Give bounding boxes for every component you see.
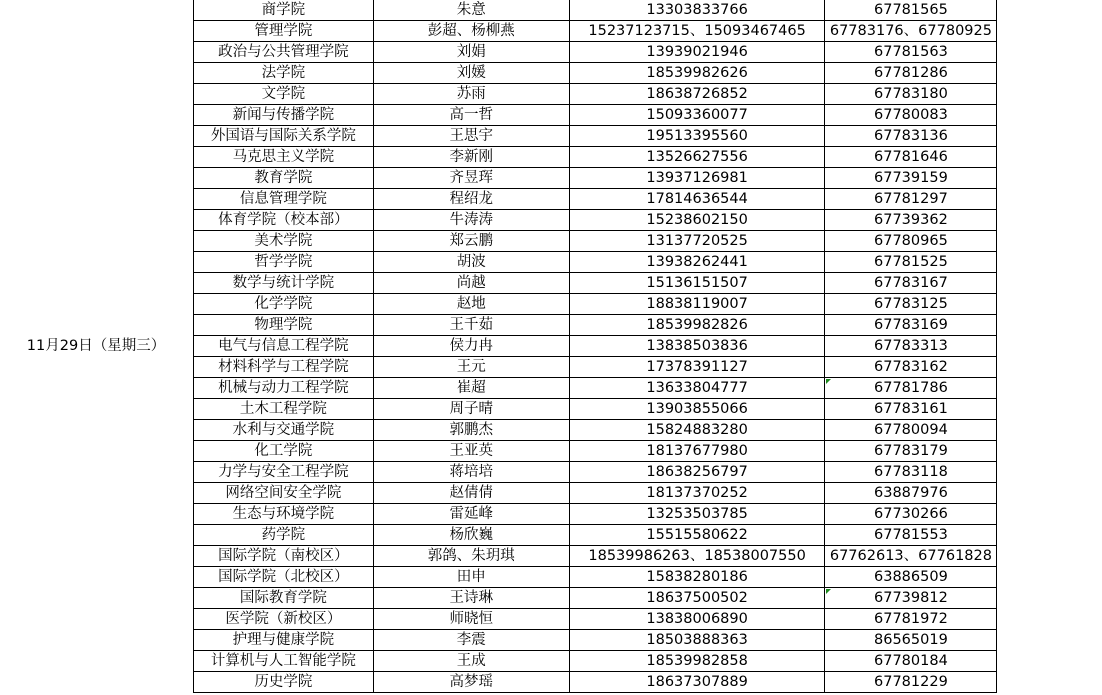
college-cell[interactable]: 水利与交通学院 bbox=[194, 420, 374, 441]
college-cell[interactable]: 化学学院 bbox=[194, 294, 374, 315]
contact-name-cell[interactable]: 程绍龙 bbox=[373, 189, 569, 210]
empty-cell[interactable] bbox=[997, 210, 1101, 231]
cell-note-marker bbox=[826, 589, 831, 594]
mobile-cell[interactable]: 13303833766 bbox=[569, 0, 825, 21]
office-phone-cell[interactable]: 67781565 bbox=[825, 0, 997, 21]
college-cell[interactable]: 物理学院 bbox=[194, 315, 374, 336]
contact-name-cell[interactable]: 侯力冉 bbox=[373, 336, 569, 357]
college-cell[interactable]: 网络空间安全学院 bbox=[194, 483, 374, 504]
mobile-cell[interactable]: 17378391127 bbox=[569, 357, 825, 378]
empty-cell[interactable] bbox=[997, 378, 1101, 399]
contact-name-cell[interactable]: 胡波 bbox=[373, 252, 569, 273]
contact-name-cell[interactable]: 师晓恒 bbox=[373, 609, 569, 630]
mobile-cell[interactable]: 13938262441 bbox=[569, 252, 825, 273]
empty-cell[interactable] bbox=[997, 336, 1101, 357]
college-cell[interactable]: 信息管理学院 bbox=[194, 189, 374, 210]
college-cell[interactable]: 体育学院（校本部） bbox=[194, 210, 374, 231]
mobile-cell[interactable]: 18539982826 bbox=[569, 315, 825, 336]
empty-cell[interactable] bbox=[997, 189, 1101, 210]
mobile-cell[interactable]: 17814636544 bbox=[569, 189, 825, 210]
empty-cell[interactable] bbox=[997, 0, 1101, 21]
college-cell[interactable]: 管理学院 bbox=[194, 21, 374, 42]
empty-cell[interactable] bbox=[997, 231, 1101, 252]
empty-cell[interactable] bbox=[997, 525, 1101, 546]
college-cell[interactable]: 护理与健康学院 bbox=[194, 630, 374, 651]
college-cell[interactable]: 美术学院 bbox=[194, 231, 374, 252]
college-cell[interactable]: 化工学院 bbox=[194, 441, 374, 462]
college-cell[interactable]: 商学院 bbox=[194, 0, 374, 21]
college-cell[interactable]: 机械与动力工程学院 bbox=[194, 378, 374, 399]
office-phone-cell[interactable]: 67783161 bbox=[825, 399, 997, 420]
contact-name-cell[interactable]: 彭超、杨柳燕 bbox=[373, 21, 569, 42]
office-phone-cell[interactable]: 67783118 bbox=[825, 462, 997, 483]
contact-name-cell[interactable]: 苏雨 bbox=[373, 84, 569, 105]
empty-cell[interactable] bbox=[997, 357, 1101, 378]
college-cell[interactable]: 哲学学院 bbox=[194, 252, 374, 273]
contact-name-cell[interactable]: 刘娟 bbox=[373, 42, 569, 63]
mobile-cell[interactable]: 18638256797 bbox=[569, 462, 825, 483]
date-cell[interactable]: 11月29日（星期三） bbox=[0, 0, 194, 693]
office-phone-cell[interactable]: 67780083 bbox=[825, 105, 997, 126]
empty-cell[interactable] bbox=[997, 315, 1101, 336]
office-phone-cell[interactable]: 67783125 bbox=[825, 294, 997, 315]
office-phone-cell[interactable]: 67781563 bbox=[825, 42, 997, 63]
office-phone-cell[interactable]: 63886509 bbox=[825, 567, 997, 588]
contact-name-cell[interactable]: 田申 bbox=[373, 567, 569, 588]
empty-cell[interactable] bbox=[997, 273, 1101, 294]
office-phone-cell[interactable]: 67739159 bbox=[825, 168, 997, 189]
mobile-cell[interactable]: 13838503836 bbox=[569, 336, 825, 357]
contact-name-cell[interactable]: 李新刚 bbox=[373, 147, 569, 168]
empty-cell[interactable] bbox=[997, 651, 1101, 672]
college-cell[interactable]: 力学与安全工程学院 bbox=[194, 462, 374, 483]
empty-cell[interactable] bbox=[997, 630, 1101, 651]
college-cell[interactable]: 政治与公共管理学院 bbox=[194, 42, 374, 63]
office-phone-cell[interactable]: 67781229 bbox=[825, 672, 997, 693]
cell-note-marker bbox=[826, 379, 831, 384]
empty-cell[interactable] bbox=[997, 588, 1101, 609]
college-cell[interactable]: 国际学院（北校区） bbox=[194, 567, 374, 588]
mobile-cell[interactable]: 15838280186 bbox=[569, 567, 825, 588]
empty-cell[interactable] bbox=[997, 504, 1101, 525]
college-cell[interactable]: 历史学院 bbox=[194, 672, 374, 693]
office-phone-cell[interactable]: 67781553 bbox=[825, 525, 997, 546]
empty-cell[interactable] bbox=[997, 483, 1101, 504]
contact-name-cell[interactable]: 李震 bbox=[373, 630, 569, 651]
contact-name-cell[interactable]: 朱意 bbox=[373, 0, 569, 21]
empty-cell[interactable] bbox=[997, 147, 1101, 168]
office-phone-cell[interactable]: 67783136 bbox=[825, 126, 997, 147]
mobile-cell[interactable]: 15824883280 bbox=[569, 420, 825, 441]
empty-cell[interactable] bbox=[997, 441, 1101, 462]
office-phone-cell[interactable]: 67730266 bbox=[825, 504, 997, 525]
mobile-cell[interactable]: 18539982858 bbox=[569, 651, 825, 672]
mobile-cell[interactable]: 18637307889 bbox=[569, 672, 825, 693]
empty-cell[interactable] bbox=[997, 420, 1101, 441]
college-cell[interactable]: 教育学院 bbox=[194, 168, 374, 189]
office-phone-cell[interactable]: 67783179 bbox=[825, 441, 997, 462]
contact-name-cell[interactable]: 高一哲 bbox=[373, 105, 569, 126]
college-cell[interactable]: 材料科学与工程学院 bbox=[194, 357, 374, 378]
mobile-cell[interactable]: 13137720525 bbox=[569, 231, 825, 252]
office-phone-cell[interactable]: 67780184 bbox=[825, 651, 997, 672]
empty-cell[interactable] bbox=[997, 399, 1101, 420]
office-phone-cell[interactable]: 67780094 bbox=[825, 420, 997, 441]
mobile-cell[interactable]: 18137370252 bbox=[569, 483, 825, 504]
empty-cell[interactable] bbox=[997, 672, 1101, 693]
college-cell[interactable]: 法学院 bbox=[194, 63, 374, 84]
mobile-cell[interactable]: 18638726852 bbox=[569, 84, 825, 105]
office-phone-cell[interactable]: 67781786 bbox=[825, 378, 997, 399]
contact-name-cell[interactable]: 王成 bbox=[373, 651, 569, 672]
empty-cell[interactable] bbox=[997, 126, 1101, 147]
mobile-cell[interactable]: 19513395560 bbox=[569, 126, 825, 147]
mobile-cell[interactable]: 15515580622 bbox=[569, 525, 825, 546]
empty-cell[interactable] bbox=[997, 609, 1101, 630]
contact-name-cell[interactable]: 王思宇 bbox=[373, 126, 569, 147]
mobile-cell[interactable]: 15093360077 bbox=[569, 105, 825, 126]
office-phone-cell[interactable]: 67783167 bbox=[825, 273, 997, 294]
mobile-cell[interactable]: 13937126981 bbox=[569, 168, 825, 189]
contact-name-cell[interactable]: 王元 bbox=[373, 357, 569, 378]
contact-name-cell[interactable]: 蒋培培 bbox=[373, 462, 569, 483]
mobile-cell[interactable]: 15136151507 bbox=[569, 273, 825, 294]
mobile-cell[interactable]: 18539982626 bbox=[569, 63, 825, 84]
mobile-cell[interactable]: 13526627556 bbox=[569, 147, 825, 168]
empty-cell[interactable] bbox=[997, 21, 1101, 42]
office-phone-cell[interactable]: 67783162 bbox=[825, 357, 997, 378]
college-cell[interactable]: 新闻与传播学院 bbox=[194, 105, 374, 126]
mobile-cell[interactable]: 13939021946 bbox=[569, 42, 825, 63]
empty-cell[interactable] bbox=[997, 294, 1101, 315]
mobile-cell[interactable]: 18539986263、18538007550 bbox=[569, 546, 825, 567]
contact-name-cell[interactable]: 郑云鹏 bbox=[373, 231, 569, 252]
office-phone-cell[interactable]: 67783313 bbox=[825, 336, 997, 357]
office-phone-cell[interactable]: 67783176、67780925 bbox=[825, 21, 997, 42]
table-row bbox=[0, 0, 1101, 21]
contact-name-cell[interactable]: 王亚英 bbox=[373, 441, 569, 462]
contact-name-cell[interactable]: 郭鹏杰 bbox=[373, 420, 569, 441]
office-phone-cell[interactable]: 67739362 bbox=[825, 210, 997, 231]
empty-cell[interactable] bbox=[997, 546, 1101, 567]
office-phone-cell[interactable]: 67781297 bbox=[825, 189, 997, 210]
college-cell[interactable]: 土木工程学院 bbox=[194, 399, 374, 420]
office-phone-cell[interactable]: 67783169 bbox=[825, 315, 997, 336]
contact-name-cell[interactable]: 刘媛 bbox=[373, 63, 569, 84]
empty-cell[interactable] bbox=[997, 84, 1101, 105]
office-phone-cell[interactable]: 67783180 bbox=[825, 84, 997, 105]
college-cell[interactable]: 医学院（新校区） bbox=[194, 609, 374, 630]
contact-name-cell[interactable]: 赵倩倩 bbox=[373, 483, 569, 504]
college-cell[interactable]: 电气与信息工程学院 bbox=[194, 336, 374, 357]
office-phone-cell[interactable]: 86565019 bbox=[825, 630, 997, 651]
contact-name-cell[interactable]: 周子晴 bbox=[373, 399, 569, 420]
mobile-cell[interactable]: 18503888363 bbox=[569, 630, 825, 651]
contact-name-cell[interactable]: 尚越 bbox=[373, 273, 569, 294]
mobile-cell[interactable]: 15238602150 bbox=[569, 210, 825, 231]
office-phone-cell[interactable]: 67781525 bbox=[825, 252, 997, 273]
contact-name-cell[interactable]: 王千茹 bbox=[373, 315, 569, 336]
mobile-cell[interactable]: 13253503785 bbox=[569, 504, 825, 525]
office-phone-cell[interactable]: 67781972 bbox=[825, 609, 997, 630]
empty-cell[interactable] bbox=[997, 567, 1101, 588]
contact-name-cell[interactable]: 高梦瑶 bbox=[373, 672, 569, 693]
college-cell[interactable]: 国际学院（南校区） bbox=[194, 546, 374, 567]
empty-cell[interactable] bbox=[997, 462, 1101, 483]
mobile-cell[interactable]: 15237123715、15093467465 bbox=[569, 21, 825, 42]
college-cell[interactable]: 文学院 bbox=[194, 84, 374, 105]
college-cell[interactable]: 生态与环境学院 bbox=[194, 504, 374, 525]
college-cell[interactable]: 药学院 bbox=[194, 525, 374, 546]
contact-name-cell[interactable]: 崔超 bbox=[373, 378, 569, 399]
contact-name-cell[interactable]: 雷延峰 bbox=[373, 504, 569, 525]
mobile-cell[interactable]: 18137677980 bbox=[569, 441, 825, 462]
office-phone-cell[interactable]: 67781286 bbox=[825, 63, 997, 84]
office-phone-cell[interactable]: 63887976 bbox=[825, 483, 997, 504]
college-cell[interactable]: 马克思主义学院 bbox=[194, 147, 374, 168]
mobile-cell[interactable]: 13633804777 bbox=[569, 378, 825, 399]
college-cell[interactable]: 国际教育学院 bbox=[194, 588, 374, 609]
contact-name-cell[interactable]: 齐昱珲 bbox=[373, 168, 569, 189]
mobile-cell[interactable]: 18838119007 bbox=[569, 294, 825, 315]
mobile-cell[interactable]: 18637500502 bbox=[569, 588, 825, 609]
college-cell[interactable]: 数学与统计学院 bbox=[194, 273, 374, 294]
office-phone-cell[interactable]: 67739812 bbox=[825, 588, 997, 609]
mobile-cell[interactable]: 13903855066 bbox=[569, 399, 825, 420]
office-phone-cell[interactable]: 67762613、67761828 bbox=[825, 546, 997, 567]
empty-cell[interactable] bbox=[997, 42, 1101, 63]
college-cell[interactable]: 计算机与人工智能学院 bbox=[194, 651, 374, 672]
empty-cell[interactable] bbox=[997, 168, 1101, 189]
contact-name-cell[interactable]: 牛涛涛 bbox=[373, 210, 569, 231]
empty-cell[interactable] bbox=[997, 63, 1101, 84]
mobile-cell[interactable]: 13838006890 bbox=[569, 609, 825, 630]
college-cell[interactable]: 外国语与国际关系学院 bbox=[194, 126, 374, 147]
contact-name-cell[interactable]: 郭鸽、朱玥琪 bbox=[373, 546, 569, 567]
office-phone-cell[interactable]: 67780965 bbox=[825, 231, 997, 252]
office-phone-cell[interactable]: 67781646 bbox=[825, 147, 997, 168]
empty-cell[interactable] bbox=[997, 105, 1101, 126]
empty-cell[interactable] bbox=[997, 252, 1101, 273]
contact-name-cell[interactable]: 王诗琳 bbox=[373, 588, 569, 609]
contact-name-cell[interactable]: 赵地 bbox=[373, 294, 569, 315]
contact-name-cell[interactable]: 杨欣巍 bbox=[373, 525, 569, 546]
